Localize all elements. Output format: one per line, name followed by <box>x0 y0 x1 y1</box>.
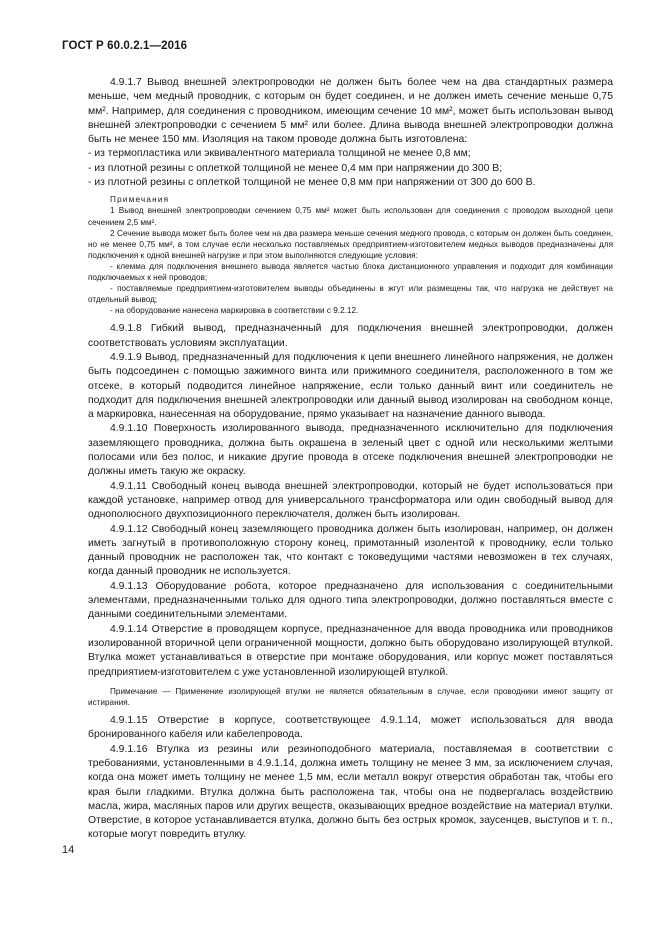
clause-paragraph: 4.9.1.14 Отверстие в проводящем корпусе, предназначенное для ввода проводника или проводников изолированной вторичной цепи ограниченной мощности, должно быть оборудовано изолирующей втулкой. Втулка может устанавливаться в отверстие при монтаже оборудования, или корпус может поставляться предприятием-изготовителем с уже установленной изолирующей втулкой. <box>88 623 613 678</box>
clause-paragraph: 4.9.1.8 Гибкий вывод, предназначенный для подключения внешней электропроводки, должен соответствовать условиям эксплуатации. <box>88 323 613 349</box>
page-number: 14 <box>62 844 75 856</box>
clause-paragraph: 4.9.1.16 Втулка из резины или резиноподобного материала, поставляемая в соответствии с требованиями, установленными в 4.9.1.14, должна иметь толщину не менее 3 мм, за исключением случая, когда она может иметь толщину не менее 1,5 мм, если металл вокруг отверстия обработан так, чтобы его края были гладкими. Втулка должна быть расположена так, чтобы она не подвергалась воздействию масла, жира, масляных паров или других веществ, оказывающих вредное воздействие на материал втулки. Отверстие, в которое устанавливается втулка, должно быть без острых кромок, заусенцев, выступов и т. п., которые могут повредить втулку. <box>88 743 613 841</box>
clause-paragraph: 4.9.1.13 Оборудование робота, которое предназначено для использования с соединительными элементами, предназначенными только для одного типа электропроводки, должно поставляться вместе с данными соединительными элементами. <box>88 580 613 621</box>
list-item: - из плотной резины с оплеткой толщиной не менее 0,8 мм при напряжении от 300 до 600 В. <box>88 177 536 189</box>
standard-header: ГОСТ Р 60.0.2.1—2016 <box>62 40 188 52</box>
clause-paragraph: 4.9.1.9 Вывод, предназначенный для подключения к цепи внешнего линейного напряжения, не должен быть подсоединен с помощью зажимного винта или прижимного соединителя, расположенного в том же отсеке, в который подводится линейное напряжение, если только данный винт или соединитель не подходит для подключения внешней электропроводки или данный вывод изолирован на свободном конце, а маркировка, нанесенная на оборудование, прямо указывает на назначение данного вывода. <box>88 352 613 421</box>
clause-paragraph: 4.9.1.7 Вывод внешней электропроводки не должен быть более чем на два стандартных размера меньше, чем медный проводник, с которым он будет соединен, и не должен иметь сечение меньше 0,75 мм². Например, для соединения с проводником, имеющим сечение 10 мм², может быть использован вывод внешней электропроводки с сечением 5 мм² или более. Длина вывода внешней электропроводки должна быть не менее 150 мм. Изоляция на таком проводе должна быть изготовлена: <box>88 77 613 146</box>
list-item: - из плотной резины с оплеткой толщиной не менее 0,4 мм при напряжении до 300 В; <box>88 162 503 174</box>
clause-paragraph: 4.9.1.10 Поверхность изолированного вывода, предназначенного исключительно для подключения заземляющего проводника, должна быть окрашена в зеленый цвет с одной или несколькими желтыми полосами или без полос, и никакие другие провода в отсеке подключения внешней электропроводки не должны иметь такую же окраску. <box>88 423 613 478</box>
page-body <box>88 76 613 843</box>
note-paragraph: 2 Сечение вывода может быть более чем на два размера меньше сечения медного провода, с которым он должен быть соединен, но не менее 0,75 мм², в том случае если несколько поставляемых предприятием-изготовителем медных выводов предназначены для подключения к одной внешней нагрузке и при этом выполняются следующие условия: <box>88 228 613 260</box>
clause-paragraph: 4.9.1.12 Свободный конец заземляющего проводника должен быть изолирован, например, он должен иметь загнутый в противоположную сторону конец, примотанный изолентой к проводнику, если только данный проводник не расположен так, что контакт с токоведущими частями невозможен в тех случаях, когда данный проводник не используется. <box>88 523 613 578</box>
notes-heading: Примечания <box>110 195 170 205</box>
clause-paragraph: 4.9.1.15 Отверстие в корпусе, соответствующее 4.9.1.14, может использоваться для ввода бронированного кабеля или кабелепровода. <box>88 715 613 741</box>
note-paragraph: 1 Вывод внешней электропроводки сечением 0,75 мм² может быть использован для соединения с проводом выходной цепи сечением 2,5 мм². <box>88 206 613 227</box>
note-paragraph: - поставляемые предприятием-изготовителем выводы объединены в жгут или размещены так, что нагрузка не действует на отдельный вывод; <box>88 284 613 305</box>
note-paragraph: - на оборудование нанесена маркировка в соответствии с 9.2.12. <box>110 306 359 316</box>
note-paragraph: Примечание — Применение изолирующей втулки не является обязательным в случае, если проводники имеют защиту от истирания. <box>88 686 613 707</box>
note-paragraph: - клемма для подключения внешнего вывода является частью блока дистанционного управления и подходит для комбинации подключаемых к ней проводов; <box>88 261 613 283</box>
list-item: - из термопластика или эквивалентного материала толщиной не менее 0,8 мм; <box>88 148 471 160</box>
clause-paragraph: 4.9.1.11 Свободный конец вывода внешней электропроводки, который не будет использоваться при каждой установке, например отвод для универсального трансформатора или один свободный вывод для однополюсного двухпозиционного переключателя, должен быть изолирован. <box>88 480 613 521</box>
